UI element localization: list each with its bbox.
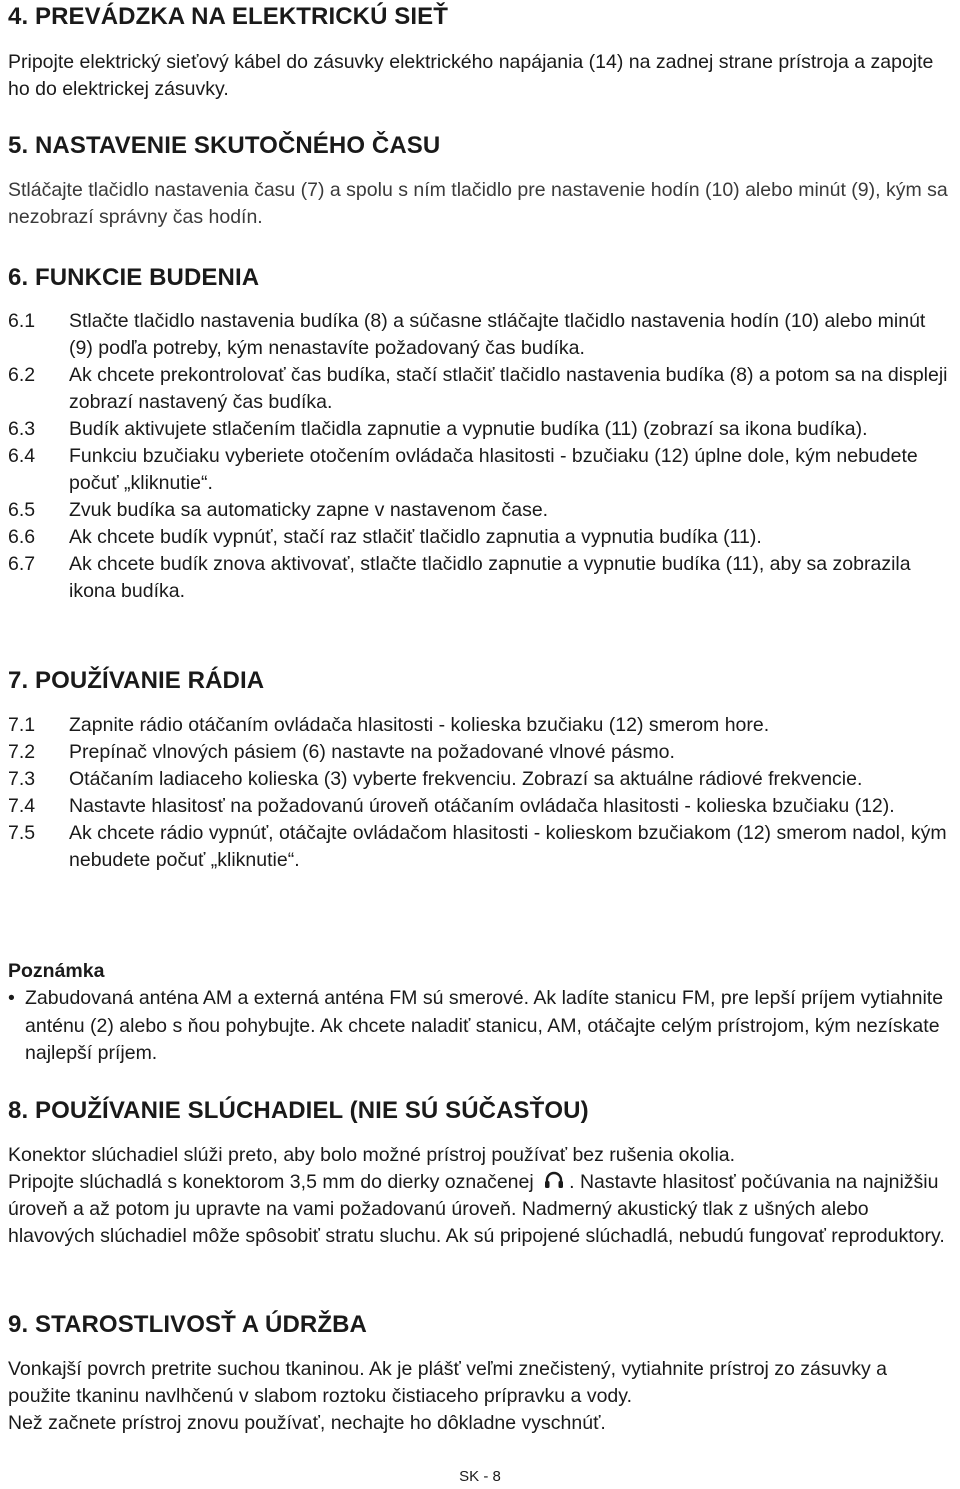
section-9-text-1: Vonkajší povrch pretrite suchou tkaninou. Ak je plášť veľmi znečistený, vytiahnite prístroj zo zásuvky a použite tkaninu navlhčenú v slabom roztoku čistiaceho prípravku a vody. <box>8 1358 888 1407</box>
item-text: Prepínač vlnových pásiem (6) nastavte na požadované vlnové pásmo. <box>69 741 675 763</box>
item-number: 6.3 <box>8 418 36 440</box>
section-8-paragraph <box>8 1169 952 1250</box>
item-number: 6.7 <box>8 553 36 575</box>
item-number: 7.3 <box>8 768 36 790</box>
item-number: 6.1 <box>8 310 36 332</box>
item-number: 6.2 <box>8 364 36 386</box>
list-item-7-5 <box>8 820 952 874</box>
note-section <box>8 958 952 1068</box>
section-4-heading: 4. PREVÁDZKA NA ELEKTRICKÚ SIEŤ <box>8 3 449 30</box>
list-item-6-6 <box>8 524 952 551</box>
section-7-list <box>8 712 952 874</box>
item-text: Ak chcete rádio vypnúť, otáčajte ovládačom hlasitosti - kolieskom bzučiakom (12) smerom nadol, kým nebudete počuť „kliknutie“. <box>69 822 947 871</box>
item-text: Ak chcete prekontrolovať čas budíka, stačí stlačiť tlačidlo nastavenia budíka (8) a potom sa na displeji zobrazí nastavený čas budíka. <box>69 364 948 413</box>
item-number: 7.5 <box>8 822 36 844</box>
item-text: Ak chcete budík vypnúť, stačí raz stlačiť tlačidlo zapnutia a vypnutia budíka (11). <box>69 526 762 548</box>
section-5 <box>8 131 952 231</box>
section-4 <box>8 2 952 103</box>
item-number: 7.2 <box>8 741 36 763</box>
section-8-text-before-icon: Pripojte slúchadlá s konektorom 3,5 mm do dierky označenej <box>8 1171 534 1193</box>
section-6 <box>8 263 952 605</box>
section-8-text-after-icon: . Nastavte hlasitosť počúvania na najnižšiu úroveň a až potom ju upravte na vami požadovanú úroveň. Nadmerný akustický tlak z ušných alebo hlavových slúchadiel môže spôsobiť stratu sluchu. Ak sú pripojené slúchadlá, nebudú fungovať reproduktory. <box>8 1171 945 1247</box>
bullet-marker: • <box>8 987 15 1009</box>
section-6-list <box>8 308 952 605</box>
section-8-heading: 8. POUŽÍVANIE SLÚCHADIEL (NIE SÚ SÚČASŤOU) <box>8 1097 589 1124</box>
item-number: 7.1 <box>8 714 36 736</box>
item-number: 6.6 <box>8 526 36 548</box>
list-item-6-7 <box>8 551 952 605</box>
list-item-6-2 <box>8 362 952 416</box>
page-number: SK - 8 <box>459 1468 501 1485</box>
section-9-heading: 9. STAROSTLIVOSŤ A ÚDRŽBA <box>8 1311 367 1338</box>
item-text: Funkciu bzučiaku vyberiete otočením ovládača hlasitosti - bzučiaku (12) úplne dole, kým nebudete počuť „kliknutie“. <box>69 445 918 494</box>
section-7-heading: 7. POUŽÍVANIE RÁDIA <box>8 667 265 694</box>
section-5-text: Stláčajte tlačidlo nastavenia času (7) a spolu s ním tlačidlo pre nastavenie hodín (10) alebo minút (9), kým sa nezobrazí správny čas hodín. <box>8 179 948 228</box>
section-4-text: Pripojte elektrický sieťový kábel do zásuvky elektrického napájania (14) na zadnej strane prístroja a zapojte ho do elektrickej zásuvky. <box>8 51 934 100</box>
item-number: 6.5 <box>8 499 36 521</box>
note-heading: Poznámka <box>8 960 105 982</box>
item-text: Ak chcete budík znova aktivovať, stlačte tlačidlo zapnutie a vypnutie budíka (11), aby sa zobrazila ikona budíka. <box>69 553 911 602</box>
item-text: Otáčaním ladiaceho kolieska (3) vyberte frekvenciu. Zobrazí sa aktuálne rádiové frekvencie. <box>69 768 863 790</box>
item-text: Zvuk budíka sa automaticky zapne v nastavenom čase. <box>69 499 549 521</box>
list-item-7-1 <box>8 712 952 739</box>
section-7 <box>8 666 952 874</box>
list-item-6-3 <box>8 416 952 443</box>
item-text: Nastavte hlasitosť na požadovanú úroveň otáčaním ovládača hlasitosti - kolieska bzučiaku (12). <box>69 795 895 817</box>
item-text: Budík aktivujete stlačením tlačidla zapnutie a vypnutie budíka (11) (zobrazí sa ikona budíka). <box>69 418 868 440</box>
section-5-heading: 5. NASTAVENIE SKUTOČNÉHO ČASU <box>8 132 441 159</box>
headphones-icon <box>539 1169 569 1191</box>
section-8-line-1: Konektor slúchadiel slúži preto, aby bolo možné prístroj používať bez rušenia okolia. <box>8 1144 736 1166</box>
section-9-text-2: Než začnete prístroj znovu používať, nechajte ho dôkladne vyschnúť. <box>8 1412 606 1434</box>
section-8 <box>8 1096 952 1250</box>
note-bullet-item <box>8 985 952 1068</box>
list-item-7-3 <box>8 766 952 793</box>
item-text: Stlačte tlačidlo nastavenia budíka (8) a súčasne stláčajte tlačidlo nastavenia hodín (10) alebo minút (9) podľa potreby, kým nenastavíte požadovaný čas budíka. <box>69 310 926 359</box>
item-text: Zapnite rádio otáčaním ovládača hlasitosti - kolieska bzučiaku (12) smerom hore. <box>69 714 770 736</box>
note-text: Zabudovaná anténa AM a externá anténa FM sú smerové. Ak ladíte stanicu FM, pre lepší príjem vytiahnite anténu (2) alebo s ňou pohybujte. Ak chcete naladiť stanicu, AM, otáčajte celým prístrojom, kým nezískate najlepší príjem. <box>25 987 944 1064</box>
list-item-7-4 <box>8 793 952 820</box>
section-6-heading: 6. FUNKCIE BUDENIA <box>8 264 260 291</box>
item-number: 7.4 <box>8 795 36 817</box>
list-item-6-4 <box>8 443 952 497</box>
section-9 <box>8 1310 952 1437</box>
item-number: 6.4 <box>8 445 36 467</box>
list-item-6-5 <box>8 497 952 524</box>
list-item-7-2 <box>8 739 952 766</box>
list-item-6-1 <box>8 308 952 362</box>
